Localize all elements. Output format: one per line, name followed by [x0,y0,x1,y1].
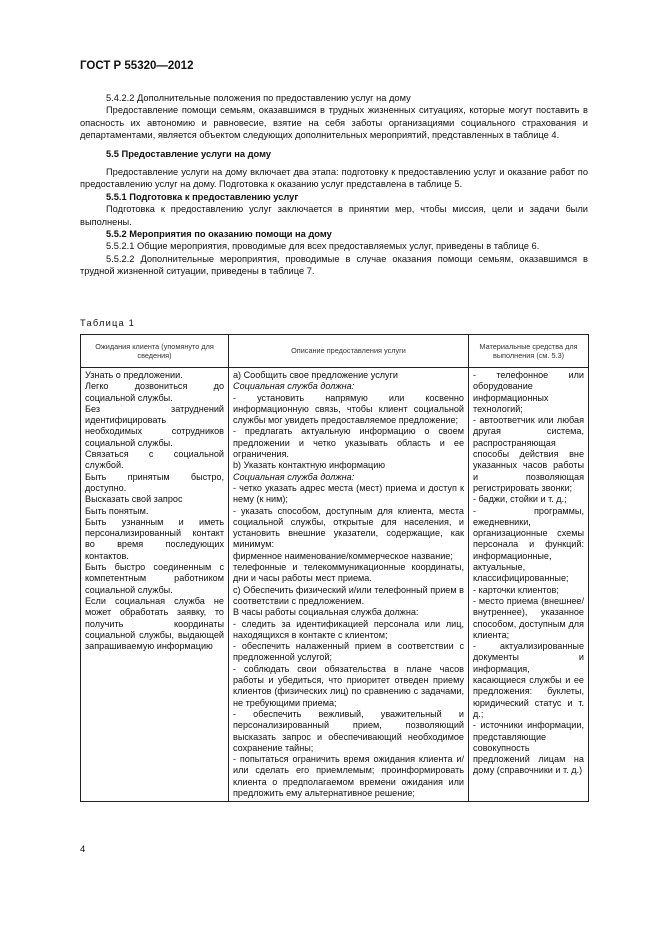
page-number: 4 [80,844,86,855]
table-line: Быть узнанным и иметь персонализированный контакт во время последующих контактов. [85,516,224,561]
table-line: b) Указать контактную информацию [233,460,386,471]
document-header: ГОСТ Р 55320—2012 [80,60,194,72]
table-line: Социальная служба должна: [233,381,355,392]
section-heading: 5.4.2.2 Дополнительные положения по предоставлению услуг на дому [106,93,411,103]
table-line: а) Сообщить свое предложение услуги [233,370,398,380]
table-line: - попытаться ограничить время ожидания клиента и/или сделать его приемлемым; проинформировать клиента о предполагаемом времени ожидания или предложить ему альтернативное решение; [233,754,464,798]
paragraph: 5.5.2.2 Дополнительные мероприятия, проводимые в случае оказания помощи семьям, оказавшимся в трудной жизненной ситуации, приведены в таблице 7. [80,253,588,277]
table-line: Если социальная служба не может обработать заявку, то получить координаты социальной службы, выдающей запрашиваемую информацию [85,595,224,652]
table-line: - четко указать адрес места (мест) приема и доступ к нему (к ним); [233,482,464,505]
section-heading: 5.5 Предоставление услуги на дому [106,148,272,159]
client-expectations-cell [81,368,229,802]
paragraph: 5.5.2.1 Общие мероприятия, проводимые для всех предоставляемых услуг, приведены в таблице 6. [106,241,540,252]
table-header-row [81,335,589,368]
table-line: Быть понятым. [85,505,149,516]
paragraph: Предоставление помощи семьям, оказавшимся в трудных жизненных ситуациях, которые могут поставить в опасность их автономию и равновесие, взятие на себя заботы организациями социального страхования и департаментами, является объектом следующих дополнительных мероприятий, представленных в таблице 4. [80,105,588,141]
table-line: - автоответчик или любая другая система, распространяющая способы действия вне указанных часов работы и позволяющая регистрировать звонки; [473,415,584,493]
paragraph: Подготовка к предоставлению услуг заключается в принятии мер, чтобы миссия, цели и задачи были выполнены. [80,204,588,227]
paragraph: Предоставление услуги на дому включает два этапа: подготовку к предоставлению услуг и оказание работ по предоставлению услуг на дому. Подготовка к оказанию услуг представлена в таблице 5. [80,167,588,190]
table-line: - обеспечить налаженный прием в соответствии с предложенной услугой; [233,641,464,663]
material-means-cell [469,368,589,802]
table-line: - программы, ежедневники, организационные схемы персонала и функций: информационные, актуальные, классифицированные; [473,505,584,584]
table-line: Связаться с социальной службой. [85,449,224,471]
table-line: - обеспечить вежливый, уважительный и персонализированный прием, позволяющий высказать запрос и обеспечивающий необходимое сохранение тайны; [233,708,464,753]
body-text [80,92,588,278]
table-line: - карточки клиентов; [473,584,559,595]
column-header: Ожидания клиента (упомянуто для сведения) [81,335,229,368]
table-line: В часы работы социальная служба должна: [233,607,419,618]
column-header: Описание предоставления услуги [229,335,469,368]
table-line: Узнать о предложении. [85,370,183,380]
table-line: телефонные и телекоммуникационные координаты, дни и часы работы мест приема. [233,562,464,584]
table-row [81,368,589,802]
table-line: - указать способом, доступным для клиента, места социальной службы, открытые для населения, и установить внешние указатели, содержащие, как минимум: [233,505,464,550]
table-line: фирменное наименование/коммерческое название; [233,550,453,561]
table-line: - следить за идентификацией персонала или лиц, находящихся в контакте с клиентом; [233,618,464,640]
table-line: - соблюдать свои обязательства в плане часов работы и убедиться, что приоритет отведен приему клиентов (физических лиц) по сравнению с задачами, не требующими приема; [233,663,464,708]
table-line: - актуализированные документы и информация, касающиеся службы и ее предложения: буклеты, юридический статус и т. д.; [473,641,584,719]
table-line: - телефонное или оборудование информационных технологий; [473,370,584,414]
section-heading: 5.5.2 Мероприятия по оказанию помощи на дому [106,229,332,240]
table-line: - место приема (внешнее/внутреннее), указанное способом, доступным для клиента; [473,595,584,640]
table-line: - баджи, стойки и т. д.; [473,494,567,505]
table-line: Легко дозвониться до социальной службы. [85,381,224,403]
table-line: - источники информации, представляющие совокупность предложений лицам на дому (справочники и т. д.) [473,720,584,776]
services-table [80,334,589,802]
service-description-cell [229,368,469,802]
table-line: с) Обеспечить физический и/или телефонный прием в соответствии с предложением. [233,584,464,606]
section-heading: 5.5.1 Подготовка к предоставлению услуг [106,191,299,202]
table-line: - установить напрямую или косвенно информационную связь, чтобы клиент социальной службы мог увидеть предоставляемое предложение; [233,392,464,426]
table-caption: Таблица 1 [80,318,136,328]
column-header: Материальные средства для выполнения (см. 5.3) [469,335,589,368]
table-line: Высказать свой запрос [85,494,183,505]
table-line: Быть быстро соединенным с компетентным работником социальной службы. [85,562,224,595]
table-line: Без затруднений идентифицировать необходимых сотрудников социальной службы. [85,403,224,448]
table-line: Социальная служба должна: [233,471,355,482]
table-line: - предлагать актуальную информацию о своем предложении и четко указывать область и ее ограничения. [233,426,464,460]
table-line: Быть принятым быстро, доступно. [85,471,224,493]
